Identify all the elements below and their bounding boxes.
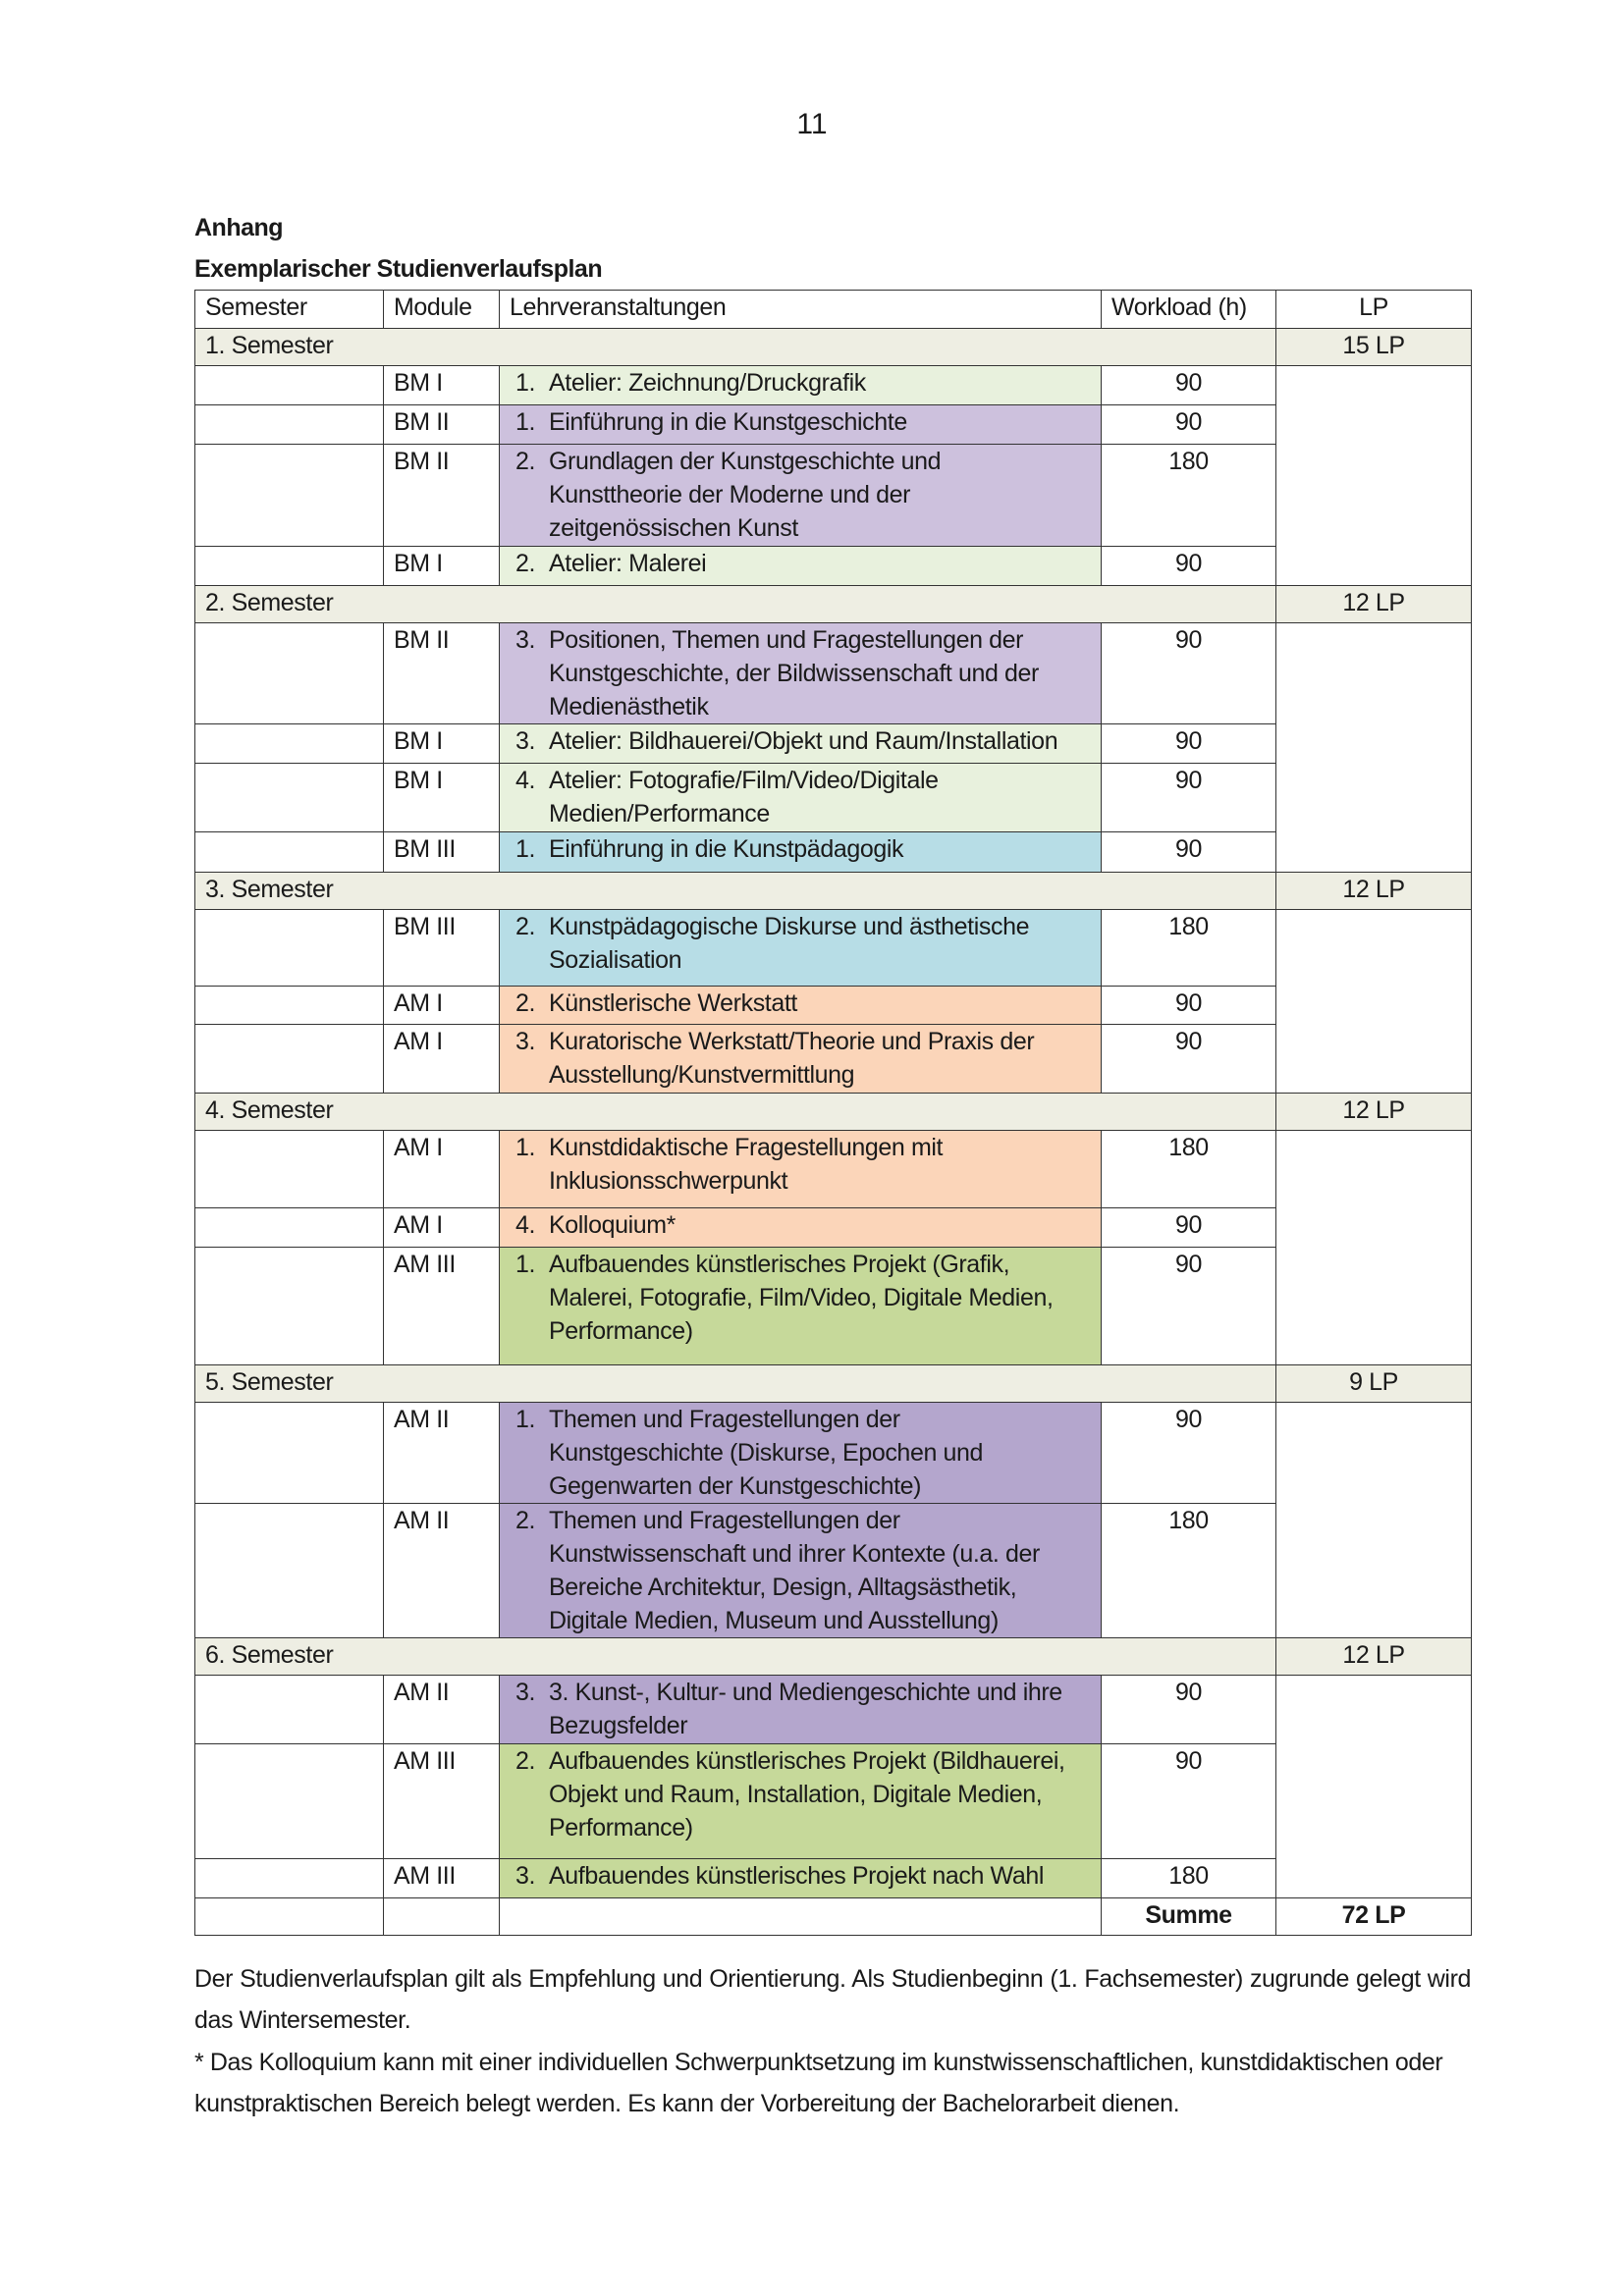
column-header: Lehrveranstaltungen (500, 291, 1102, 329)
course-title: Atelier: Bildhauerei/Objekt und Raum/Installation (549, 727, 1058, 755)
semester-row (195, 586, 1472, 623)
course-title: Kuratorische Werkstatt/Theorie und Praxis der Ausstellung/Kunstvermittlung (549, 1028, 1035, 1089)
course-title: Themen und Fragestellungen der Kunstwissenschaft und ihrer Kontexte (u.a. der Bereiche Architektur, Design, Alltagsästhetik, Digitale Medien, Museum und Ausstellung) (549, 1507, 1040, 1634)
summary-row (195, 1898, 1472, 1936)
plan-title: Exemplarischer Studienverlaufsplan (194, 255, 603, 283)
semester-lp: 12 LP (1276, 873, 1472, 910)
semester-cell (195, 366, 384, 405)
workload-cell: 90 (1102, 1403, 1276, 1504)
semester-cell (195, 724, 384, 764)
course-number: 1. (515, 835, 536, 863)
workload-cell: 90 (1102, 1676, 1276, 1744)
course-title: Atelier: Zeichnung/Druckgrafik (549, 369, 866, 397)
workload-cell: 180 (1102, 910, 1276, 987)
course-cell (500, 405, 1102, 445)
workload-cell: 90 (1102, 366, 1276, 405)
course-row (195, 1676, 1472, 1744)
workload-cell: 180 (1102, 1131, 1276, 1208)
workload-cell: 90 (1102, 623, 1276, 724)
semester-row (195, 873, 1472, 910)
study-plan-table (194, 290, 1472, 1936)
course-title: Aufbauendes künstlerisches Projekt (Grafik, Malerei, Fotografie, Film/Video, Digitale Medien, Performance) (549, 1251, 1054, 1345)
course-number: 1. (515, 408, 536, 436)
course-cell (500, 1025, 1102, 1094)
workload-cell: 90 (1102, 724, 1276, 764)
lp-cell (1276, 1403, 1472, 1638)
summary-lp: 72 LP (1276, 1898, 1472, 1936)
module-cell: AM II (384, 1676, 500, 1744)
semester-cell (195, 987, 384, 1025)
workload-cell: 180 (1102, 1859, 1276, 1898)
course-number: 1. (515, 1134, 536, 1161)
semester-label: 4. Semester (195, 1094, 1276, 1131)
semester-lp: 15 LP (1276, 329, 1472, 366)
semester-cell (195, 1676, 384, 1744)
semester-cell (195, 547, 384, 586)
course-title: Themen und Fragestellungen der Kunstgeschichte (Diskurse, Epochen und Gegenwarten der Kunstgeschichte) (549, 1406, 984, 1500)
column-header: Semester (195, 291, 384, 329)
lp-cell (1276, 366, 1472, 586)
course-title: Atelier: Fotografie/Film/Video/Digitale Medien/Performance (549, 767, 939, 828)
course-number: 2. (515, 550, 536, 577)
course-cell (500, 910, 1102, 987)
module-cell: BM III (384, 832, 500, 873)
module-cell: BM III (384, 910, 500, 987)
module-cell: AM II (384, 1403, 500, 1504)
course-number: 1. (515, 1406, 536, 1433)
workload-cell: 90 (1102, 832, 1276, 873)
semester-row (195, 329, 1472, 366)
course-title: Einführung in die Kunstpädagogik (549, 835, 904, 863)
course-number: 3. (515, 626, 536, 654)
module-cell: AM I (384, 1208, 500, 1248)
semester-label: 5. Semester (195, 1365, 1276, 1403)
course-number: 3. (515, 1028, 536, 1055)
semester-cell (195, 832, 384, 873)
empty-cell (195, 1898, 384, 1936)
module-cell: BM I (384, 764, 500, 832)
course-number: 2. (515, 989, 536, 1017)
lp-cell (1276, 910, 1472, 1094)
module-cell: AM III (384, 1744, 500, 1859)
semester-label: 3. Semester (195, 873, 1276, 910)
course-cell (500, 366, 1102, 405)
column-header: LP (1276, 291, 1472, 329)
workload-cell: 180 (1102, 1504, 1276, 1638)
lp-cell (1276, 623, 1472, 873)
course-cell (500, 832, 1102, 873)
semester-cell (195, 1403, 384, 1504)
semester-lp: 12 LP (1276, 1638, 1472, 1676)
semester-cell (195, 1744, 384, 1859)
semester-label: 2. Semester (195, 586, 1276, 623)
workload-cell: 90 (1102, 547, 1276, 586)
workload-cell: 90 (1102, 1208, 1276, 1248)
semester-row (195, 1638, 1472, 1676)
course-row (195, 623, 1472, 724)
semester-cell (195, 623, 384, 724)
semester-cell (195, 1248, 384, 1365)
semester-label: 6. Semester (195, 1638, 1276, 1676)
course-row (195, 1403, 1472, 1504)
course-row (195, 1131, 1472, 1208)
module-cell: AM III (384, 1248, 500, 1365)
lp-cell (1276, 1676, 1472, 1898)
semester-row (195, 1365, 1472, 1403)
semester-cell (195, 1025, 384, 1094)
course-number: 1. (515, 1251, 536, 1278)
course-title: Künstlerische Werkstatt (549, 989, 797, 1017)
course-cell (500, 1248, 1102, 1365)
course-number: 2. (515, 913, 536, 940)
empty-cell (384, 1898, 500, 1936)
course-title: Kunstpädagogische Diskurse und ästhetische Sozialisation (549, 913, 1030, 974)
footnote-recommendation: Der Studienverlaufsplan gilt als Empfehlung und Orientierung. Als Studienbeginn (1. Fachsemester) zugrunde gelegt wird das Wintersemester. (194, 1965, 1471, 2034)
course-row (195, 910, 1472, 987)
semester-cell (195, 910, 384, 987)
course-cell (500, 623, 1102, 724)
semester-cell (195, 445, 384, 547)
workload-cell: 180 (1102, 445, 1276, 547)
course-title: Kolloquium* (549, 1211, 677, 1239)
course-title: Aufbauendes künstlerisches Projekt (Bildhauerei, Objekt und Raum, Installation, Digitale Medien, Performance) (549, 1747, 1065, 1842)
course-number: 2. (515, 1507, 536, 1534)
semester-cell (195, 405, 384, 445)
course-cell (500, 724, 1102, 764)
module-cell: BM II (384, 445, 500, 547)
lp-cell (1276, 1131, 1472, 1365)
module-cell: AM I (384, 987, 500, 1025)
course-cell (500, 764, 1102, 832)
module-cell: AM I (384, 1025, 500, 1094)
semester-cell (195, 1208, 384, 1248)
workload-cell: 90 (1102, 764, 1276, 832)
module-cell: BM II (384, 405, 500, 445)
course-number: 3. (515, 1679, 536, 1706)
course-number: 4. (515, 767, 536, 794)
semester-cell (195, 1131, 384, 1208)
course-cell (500, 547, 1102, 586)
course-number: 2. (515, 448, 536, 475)
semester-row (195, 1094, 1472, 1131)
course-number: 3. (515, 1862, 536, 1890)
semester-lp: 9 LP (1276, 1365, 1472, 1403)
course-cell (500, 1676, 1102, 1744)
workload-cell: 90 (1102, 987, 1276, 1025)
summary-label: Summe (1102, 1898, 1276, 1936)
module-cell: BM II (384, 623, 500, 724)
semester-lp: 12 LP (1276, 1094, 1472, 1131)
course-cell (500, 1744, 1102, 1859)
course-title: Atelier: Malerei (549, 550, 707, 577)
column-header: Workload (h) (1102, 291, 1276, 329)
appendix-heading: Anhang (194, 214, 284, 241)
semester-label: 1. Semester (195, 329, 1276, 366)
course-cell (500, 1403, 1102, 1504)
course-title: Aufbauendes künstlerisches Projekt nach Wahl (549, 1862, 1044, 1890)
semester-cell (195, 1504, 384, 1638)
semester-cell (195, 764, 384, 832)
course-cell (500, 1131, 1102, 1208)
course-title: Positionen, Themen und Fragestellungen der Kunstgeschichte, der Bildwissenschaft und der Medienästhetik (549, 626, 1039, 721)
module-cell: BM I (384, 547, 500, 586)
course-title: Einführung in die Kunstgeschichte (549, 408, 907, 436)
column-header: Module (384, 291, 500, 329)
course-title: Kunstdidaktische Fragestellungen mit Inklusionsschwerpunkt (549, 1134, 944, 1195)
workload-cell: 90 (1102, 1025, 1276, 1094)
workload-cell: 90 (1102, 405, 1276, 445)
footnote-kolloquium: * Das Kolloquium kann mit einer individuellen Schwerpunktsetzung im kunstwissenschaftlichen, kunstdidaktischen oder kunstpraktischen Bereich belegt werden. Es kann der Vorbereitung der Bachelorarbeit dienen. (194, 2049, 1443, 2117)
course-cell (500, 1504, 1102, 1638)
course-cell (500, 445, 1102, 547)
module-cell: AM I (384, 1131, 500, 1208)
course-cell (500, 987, 1102, 1025)
module-cell: BM I (384, 366, 500, 405)
workload-cell: 90 (1102, 1248, 1276, 1365)
course-cell (500, 1859, 1102, 1898)
course-number: 3. (515, 727, 536, 755)
course-number: 2. (515, 1747, 536, 1775)
semester-cell (195, 1859, 384, 1898)
course-number: 1. (515, 369, 536, 397)
semester-lp: 12 LP (1276, 586, 1472, 623)
workload-cell: 90 (1102, 1744, 1276, 1859)
module-cell: BM I (384, 724, 500, 764)
table-header-row (195, 291, 1472, 329)
empty-cell (500, 1898, 1102, 1936)
module-cell: AM II (384, 1504, 500, 1638)
page-number: 11 (796, 108, 828, 140)
course-title: 3. Kunst-, Kultur- und Mediengeschichte und ihre Bezugsfelder (549, 1679, 1062, 1739)
module-cell: AM III (384, 1859, 500, 1898)
course-cell (500, 1208, 1102, 1248)
course-title: Grundlagen der Kunstgeschichte und Kunsttheorie der Moderne und der zeitgenössischen Kunst (549, 448, 942, 542)
course-row (195, 366, 1472, 405)
course-number: 4. (515, 1211, 536, 1239)
